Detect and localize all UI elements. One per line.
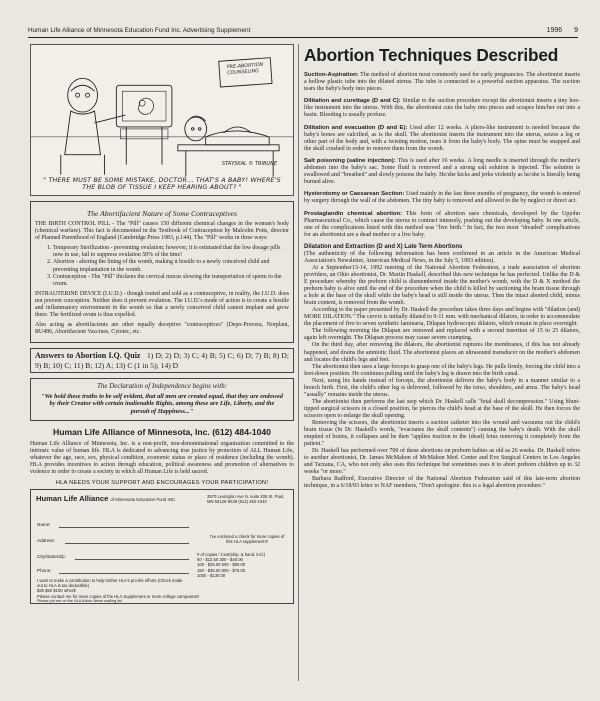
technique-term: Hysterotomy or Caesarean Section: [304,191,405,198]
article-paragraph: Removing the scissors, the abortionist inserts a suction catheter into the wound and vacuums out the child's brain tissue (In Dr. Haskell's words, "evacuates the skull contents") causing the baby's death. With the skull emptied of brains, it collapses and he then "applies traction to the (dead) fetus removing it completely from the patient." [304,420,580,448]
technique-text: Used after 12 weeks. A pliers-like instrument is needed because the baby's bones are calcified, as is the skull. The abortionist inserts the instrument into the uterus, seizes a leg or other part of the body and, with a twisting motion, tears it from the baby's body. The spine must be snapped and the skull crushed in order to remove them from the womb. [304,124,580,152]
other-abortifacients: Also acting as abortifacients are other equally deceptive "contraceptives" (Depo-Provera, Norplant, RU486, Abortifacient Vaccines, Cytotec, etc. [35,322,289,336]
cartoon-caption: " THERE MUST BE SOME MISTAKE, DOCTOR... THAT'S A BABY! WHERE'S THE BLOB OF TISSUE I KEEP HEARING ABOUT? " [43,177,281,191]
header-page-number: 9 [574,27,578,34]
contribution-text: I want to make a contribution to help further HLA's pro-life efforts (Check made out to HLA is tax deductible) [37,578,183,589]
address-field[interactable] [65,543,189,544]
membership-form [30,489,294,604]
pill-intro: THE BIRTH CONTROL PILL - The "Pill" causes 150 different chemical changes in the woman's body (chemical warfare). This fact is documented in the Textbook of Contraception by Malcolm Potts, director of Planned Parenthood of England (Cambridge Press 1983, p.144). The "Pill" works in three ways: [35,221,289,242]
pill-way-item: 2. Abortion - altering the lining of the womb, making it hostile to a newly conceived child and preventing implantation in the womb. [53,259,289,273]
action-news-option[interactable]: Please put me on the HLA Action News mailing list [37,599,122,604]
technique-entry [304,191,580,205]
technique-entry [304,72,580,93]
more-copies-option[interactable]: Please contact me for more copies of the HLA Supplement or more college campuses!!! [37,594,200,600]
form-org-title: Human Life Alliance [36,494,109,504]
article-paragraph: The abortionist then performs the last step which Dr. Haskell calls "fetal skull decompression." Using blunt-tipped surgical scissors in a closed position, he pierces the child's head at the base of the skull. He then forces the scissors open to enlarge the skull opening. [304,398,580,419]
pill-way-item: 3. Contraception - The "Pill" thickens the cervical mucus slowing the transportation of sperm to the ovum. [53,274,289,288]
technique-text: This is used after 16 weeks. A long needle is inserted through the mother's abdomen into the baby's sac. Some fluid is removed and a strong salt solution is injected. The solution is swallowed and "breathed" and slowly poisons the baby. He/she kicks and jerks violently as he/she is literally being burned alive. [304,157,581,186]
header-publication: Human Life Alliance of Minnesota Education Fund Inc. Advertising Supplement [28,27,251,34]
quiz-title: Answers to Abortion I.Q. Quiz [35,351,141,361]
enclosed-check-note: I've enclosed a check for more copies of this HLA supplement!!! [209,534,285,545]
cartoonist-signature: STAYSKAL © TRIBUNE [221,161,277,167]
header-date-page [537,27,578,34]
article-paragraph: On the third day, after removing the dilators, the abortionist ruptures the membranes, if this has not already happened, and drains the amniotic fluid. The abortionist places an ultrasound transducer on the mother's abdomen and locates the child's legs and feet. [304,342,580,363]
declaration-title: The Declaration of Independence begins with: [96,382,228,391]
contribution-amounts[interactable]: $25 $50 $100 other$ [37,588,76,594]
technique-term: Suction-Aspiration: [304,72,359,78]
form-address: 3570 Lexington Ave N. suite 205 St. Paul, MN 55126-8039 (612) 484-1040 [207,494,285,505]
article-paragraph: At a September13-14, 1992 meeting of the National Abortion Federation, a trade association of abortion providers, an Ohio abortionist, Dr. Martin Haskell, described this new technique he has perfected. Unlike the D & E procedure whereby the preborn child is dismembered inside the mother's womb, with the D & X method the preborn baby is alive until the end of the procedure when the child is killed by suctioning the brain tissue through a hole at the base of the skull while the baby's head is still inside the uterus. Then the intact aborted child, minus brain content, is removed from the womb. [304,264,580,307]
technique-term: Salt poisoning (saline injection): [304,157,396,164]
copies-row: 150 - $35.00 800 - $75.00 [197,567,246,573]
technique-text: Used mainly in the last three months of pregnancy, the womb is entered by surgery through the wall of the abdomen. The tiny baby is removed and allowed to die by neglect or direct act. [304,191,580,205]
column-divider [298,44,299,681]
copies-header: # of copies / Cost(ship. & hand. incl.) [197,552,266,558]
counseling-sign: PRE-ABORTION COUNSELING [226,62,264,76]
name-field[interactable] [59,527,189,528]
article-paragraph: Dr. Haskell has performed over 700 of these abortions on preborn babies as old as 26 weeks. Dr. Haskell refers to another abortionist, Dr. James McMahon of McMahon Med. Center and Eve Surgical Centers in Los Angeles and Tarzana, CA, who not only also uses this technique but sometimes uses it to abort preborn children up to 32 weeks "or more." [304,448,580,476]
technique-term: Prostaglandin chemical abortion: [304,210,403,217]
form-name-label: Name: [37,522,51,528]
form-phone-label: Phone: [37,568,52,574]
contribution-option[interactable] [37,578,187,588]
article-paragraph: Barbara Radford, Executive Director of the National Abortion Federation said of this late-term abortion technique, in a 6/18/93 letter to NAF members, "Don't apologize: this is a legal abortion procedure." [304,476,580,490]
copies-price-list [197,552,287,578]
technique-text: The method of abortion most commonly used for early pregnancies. The abortionist inserts a hollow plastic tube into the dilated uterus. The tube is connected to a powerful suction apparatus. The suction tears the baby's body into pieces. [304,72,580,93]
hla-description: Human Life Alliance of Minnesota, Inc. is a non-profit, non-denominational organization committed to the intrinsic value of human life. HLA is dedicated to advancing true justice by protection of ALL Human Life, whatever the age, race, sex, physical condition, economic status or place of residence (including the womb). HLA provides incentives to action through education, political awareness and promotion of alternatives to violence in order to create a society in which all Human Life is held sacred. [30,440,294,475]
right-column [304,44,580,490]
technique-term: Dilitation and evacuation (D and E): [304,124,408,131]
editorial-cartoon [30,44,294,196]
article-paragraph: The following morning the Dilapan are removed and replaced with a second insertion of 15 to 25 dilators, again left overnight. The Dilapan process may cause severe cramping. [304,328,580,342]
form-address-label: Address: [37,538,56,544]
iud-paragraph: INTRAUTERINE DEVICE (I.U.D.) - though touted and sold as a contraceptive, in reality, the I.U.D. does not prevent conception. Neither does it prevent ovulation. The I.U.D.'s mode of action is to create a hostile and inflammatory environment in the womb so that a newly conceived child cannot implant and grow there. The fertilized ovum is thus expelled. [35,290,289,319]
pill-way-item: 1. Temporary Sterilization - preventing ovulation; however, it is estimated that the low dosage pills now in use, fail to suppress ovulation 50% of the time! [53,245,289,259]
article-paragraph: The abortionist then uses a large forceps to grasp one of the baby's legs. He pulls firmly, forcing the child into a feet-down position. He continues pulling until the baby's leg is drawn into the birth canal. [304,363,580,377]
article-paragraph: According to the paper presented by Dr. Haskell the procedure takes three days and begins with "dilation (and) MORE DILATION." The cervix is initially dilated to 9-11 mm. with mechanical dilators, in order to accommodate the placement of five to seven synthetic laminaria, Dilapan hydroscopic dilators, which remain in place overnight. [304,307,580,328]
left-column [30,44,294,604]
copies-row: 50 - $12.50 300 - $40.00 [197,557,243,563]
technique-entry [304,125,580,153]
article-paragraph: Next, using his hands instead of forceps, the abortionist delivers the baby's body in a manner similar to a breech birth. First, the child's other leg is delivered, followed by the torso, shoulders, and arms. The baby's head "usually" remains inside the uterus. [304,377,580,398]
hla-heading: Human Life Alliance of Minnesota, Inc. (612) 484-1040 [53,426,271,437]
declaration-box [30,378,294,420]
article-paragraph: (The authenticity of the following information has been confirmed in an article in the American Medical Association's Newsletter, American Medical News, in the July 5, 1993 edition). [304,250,580,264]
technique-entry [304,98,580,119]
contraceptives-box [30,201,294,343]
hla-support-banner: HLA NEEDS YOUR SUPPORT AND ENCOURAGES YOUR PARTICIPATION! [55,480,269,487]
quiz-answers-box [30,348,294,373]
header-year: 1996 [546,27,563,34]
dx-article-title: Dilatation and Extraction (D and X) Late Term Abortions [304,243,463,250]
city-state-zip-field[interactable] [75,559,189,560]
quiz-answers: 1) D; 2) D; 3) C; 4) B; 5) C; 6) D; 7) B; 8) D; 9) B; 10) C; 11) B; 12) A; 13) C (1 in 5); 14) D [35,351,290,370]
techniques-title: Abortion Techniques Described [304,45,559,65]
copies-row: 1000 - $130.00 [197,572,226,578]
declaration-quote: "We hold these truths to be self evident, that all men are created equal, that they are endowed by their Creator with certain inalienable Rights, among these are Life, Liberty, and the pursuit of Happiness..." [41,392,283,415]
phone-field[interactable] [59,573,189,574]
header-rule [28,37,578,38]
copies-row: 100 - $25.00 500 - $60.00 [197,562,246,568]
technique-term: Dilitation and curettage (D and C): [304,98,401,105]
contraceptives-title: The Abortifacient Nature of Some Contraceptives [87,209,237,218]
technique-entry [304,211,580,239]
form-org-subtitle: of Minnesota Education Fund INC. [110,497,177,503]
technique-entry [304,158,580,186]
pill-ways-list [35,245,289,288]
technique-text: This form of abortion uses chemicals, developed by the Upjohn Pharmaceutical Co., which cause the uterus to contract intensely, pushing out the developing baby. In one article, one of the complications listed with this method was "live birth." In fact, the two most "dreaded" complications for an abortionist are a dead mother or a live baby. [304,210,580,238]
form-org-name [36,494,176,503]
technique-text: Similar to the suction procedure except the abortionist inserts a tiny hoe-like instrument into the uterus. With this, the abortionist cuts the baby into pieces and scrapes him/her out into a basin. Bleeding is usually profuse. [304,98,580,119]
form-city-label: City/State/Zip: [37,554,66,560]
